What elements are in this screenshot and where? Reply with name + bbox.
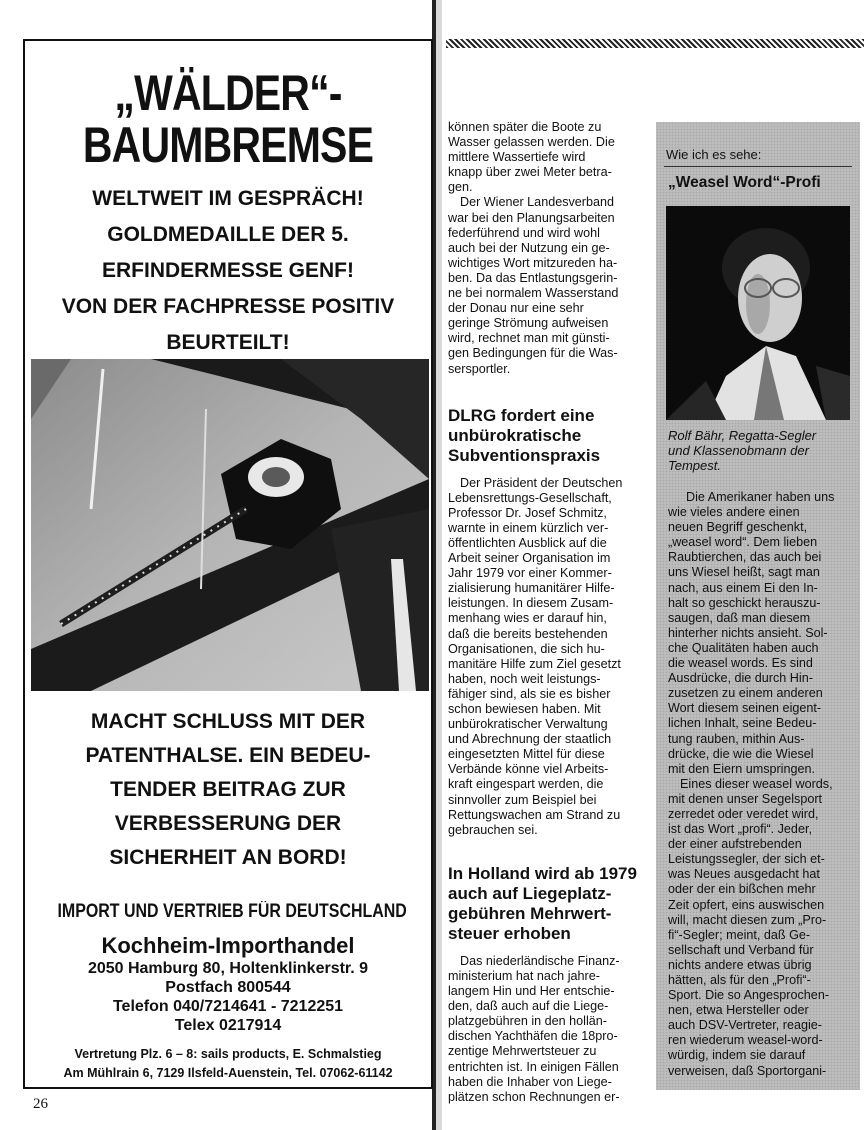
- text-line: hätten, als für den „Profi“-: [668, 973, 811, 987]
- text-line: Professor Dr. Josef Schmitz,: [448, 505, 607, 520]
- text-line: Ausdrücke, die durch Hin-: [668, 671, 813, 686]
- text-line: wird, rechnet man mit günsti-: [448, 331, 610, 346]
- text-line: und Abrechnung der staatlich: [448, 732, 612, 747]
- text-line: geringe Strömung aufweisen: [448, 316, 609, 331]
- heading-line: unbürokratische: [448, 425, 582, 445]
- article-holland-text: [448, 954, 642, 1105]
- text-line: Raubtierchen, das auch bei: [668, 550, 822, 565]
- text-line: fi“-Segler; meint, daß Ge-: [668, 927, 811, 942]
- text-line: Die Amerikaner haben uns: [686, 490, 835, 504]
- ad-claim-line: GOLDMEDAILLE DER 5.: [107, 223, 349, 246]
- text-line: Wasser gelassen werden. Die: [448, 135, 615, 150]
- ad-contact-line: 2050 Hamburg 80, Holtenklinkerstr. 9: [87, 960, 369, 977]
- article-intro: [448, 120, 642, 195]
- text-line: Rettungswachen am Strand zu: [448, 807, 621, 822]
- text-line: wichtiges Wort mitzureden ha-: [448, 255, 618, 270]
- text-line: zerredet oder veredet wird,: [668, 806, 819, 821]
- ad-safety-line: MACHT SCHLUSS MIT DER: [90, 710, 366, 733]
- text-line: zusetzen zu einem anderen: [668, 686, 823, 701]
- text-line: können später die Boote zu: [448, 120, 602, 134]
- sidebar-title: „Weasel Word“-Profi: [668, 174, 821, 191]
- text-line: Lebensrettungs-Gesellschaft,: [448, 490, 612, 505]
- text-line: haben die Inhaber von Liege-: [448, 1074, 612, 1089]
- text-line: würdig, indem sie darauf: [668, 1048, 806, 1063]
- ad-claim-line: VON DER FACHPRESSE POSITIV: [61, 295, 395, 318]
- text-line: der Donau nur eine sehr: [448, 301, 584, 316]
- ad-rep-line: Am Mühlrain 6, 7129 Ilsfeld-Auenstein, Tel. 07062-61142: [63, 1066, 393, 1080]
- text-line: neuen Begriff geschenkt,: [668, 520, 808, 535]
- text-line: war bei den Planungsarbeiten: [448, 210, 615, 225]
- heading-line: DLRG fordert eine: [448, 405, 595, 425]
- ad-contact-line: Telex 0217914: [174, 1017, 282, 1034]
- author-portrait-photo: [666, 206, 850, 420]
- text-line: gen.: [448, 180, 473, 195]
- text-line: verweisen, daß Sportorgani-: [668, 1063, 827, 1078]
- heading-line: gebühren Mehrwert-: [448, 903, 612, 923]
- ad-contact-line: Telefon 040/7214641 - 7212251: [112, 998, 344, 1015]
- ad-claim-line: ERFINDERMESSE GENF!: [101, 259, 355, 282]
- text-line: sellschaft und Verband für: [668, 942, 814, 957]
- text-line: manitäre Hilfe zum Ziel gesetzt: [448, 656, 621, 671]
- text-line: ren wiederum weasel-word-: [668, 1033, 823, 1048]
- sidebar-kicker: Wie ich es sehe:: [666, 147, 762, 162]
- page-gutter-shadow: [436, 0, 442, 1130]
- text-line: gebrauchen sei.: [448, 822, 538, 837]
- text-line: „weasel word“. Dem lieben: [668, 535, 818, 550]
- heading-line: steuer erhoben: [448, 923, 571, 943]
- article-dlrg-text: [448, 476, 642, 838]
- text-line: entrichten ist. In einigen Fällen: [448, 1059, 619, 1074]
- text-line: Sport. Die so Angesprochen-: [668, 988, 830, 1003]
- text-line: tung rauben, mithin Aus-: [668, 731, 805, 746]
- text-line: ist das Wort „profi“. Jeder,: [668, 822, 812, 837]
- text-line: Arbeit seiner Organisation im: [448, 551, 611, 566]
- text-line: Jahr 1979 vor einer Kommer-: [448, 566, 612, 581]
- ad-title: [62, 67, 395, 171]
- heading-line: In Holland wird ab 1979: [448, 863, 637, 883]
- text-line: Leistungssegler, der sich et-: [668, 852, 825, 867]
- text-line: daß die bereits bestehenden: [448, 626, 608, 641]
- text-line: warnte in einem kürzlich ver-: [448, 520, 609, 535]
- text-line: dischen Yachthäfen die 18pro-: [448, 1029, 618, 1044]
- text-line: saugen, daß man diesem: [668, 610, 811, 625]
- text-line: leistungen. In diesem Zusam-: [448, 596, 614, 611]
- sidebar-divider: [664, 166, 852, 167]
- heading-line: Subventionspraxis: [448, 445, 601, 465]
- text-line: knapp über zwei Meter betra-: [448, 165, 612, 180]
- ad-safety-line: SICHERHEIT AN BORD!: [109, 846, 347, 869]
- ad-representative: [25, 1045, 431, 1083]
- text-line: der einer aufstrebenden: [668, 837, 802, 852]
- text-line: uns Wiesel heißt, sagt man: [668, 565, 820, 580]
- photo-caption: [668, 428, 816, 473]
- text-line: lichen Inhalt, seine Bedeu-: [668, 716, 817, 731]
- text-line: menhang wies er darauf hin,: [448, 611, 607, 626]
- text-line: Das niederländische Finanz-: [460, 953, 620, 968]
- text-line: unbürokratischer Verwaltung: [448, 717, 608, 732]
- text-line: ben. Da das Entlastungsgerin-: [448, 270, 618, 285]
- caption-line: Tempest.: [668, 458, 721, 473]
- caption-line: Rolf Bähr, Regatta-Segler: [668, 428, 817, 443]
- commentary-sidebar: [656, 122, 860, 1090]
- text-line: sinnvoller zum Beispiel bei: [448, 792, 597, 807]
- text-line: hinterher nichts ansieht. Sol-: [668, 625, 828, 640]
- text-line: nichts andere etwas übrig: [668, 957, 812, 972]
- text-line: Eines dieser weasel words,: [680, 776, 833, 791]
- text-line: langem Hin und Her entschie-: [448, 984, 615, 999]
- text-line: ministerium hat nach jahre-: [448, 968, 600, 983]
- text-line: zentige Mehrwertsteuer zu: [448, 1044, 597, 1059]
- text-line: wie vieles andere einen: [668, 505, 800, 520]
- text-line: che Qualitäten haben auch: [668, 640, 819, 655]
- ad-contact-line: Postfach 800544: [165, 979, 291, 996]
- text-line: mittlere Wassertiefe wird: [448, 150, 586, 165]
- header-pattern-band: [446, 39, 864, 48]
- ad-title-line: „WÄLDER“-: [114, 65, 342, 121]
- ad-claims: [25, 181, 431, 361]
- text-line: will, macht diesen zum „Pro-: [668, 912, 827, 927]
- text-line: halt so geschickt herauszu-: [668, 595, 821, 610]
- text-line: nach, aus einem Ei den In-: [668, 580, 818, 595]
- ad-product-photo: [31, 359, 429, 691]
- text-line: auch DSV-Vertreter, reagie-: [668, 1018, 823, 1033]
- text-line: drücke, die wie die Wiesel: [668, 746, 814, 761]
- ad-safety-line: VERBESSERUNG DER: [114, 812, 342, 835]
- text-line: Zeit opfert, eins auswischen: [668, 897, 825, 912]
- text-line: haben, noch weit leistungs-: [448, 671, 601, 686]
- article-heading-holland: [448, 864, 642, 944]
- text-line: Der Wiener Landesverband: [460, 195, 615, 210]
- text-line: schon bewiesen haben. Mit: [448, 702, 601, 716]
- text-line: auch bei der Nutzung ein ge-: [448, 240, 610, 255]
- text-line: federführend und wird wohl: [448, 225, 600, 240]
- ad-title-line: BAUMBREMSE: [82, 117, 374, 173]
- article-column: [448, 120, 642, 1105]
- text-line: nen, etwa Hersteller oder: [668, 1003, 809, 1018]
- ad-rep-line: Vertretung Plz. 6 – 8: sails products, E. Schmalstieg: [74, 1047, 382, 1061]
- text-line: mit den Eiern umspringen.: [668, 761, 815, 776]
- text-line: öffentlichten Ausblick auf die: [448, 535, 607, 550]
- sidebar-body-text: [668, 490, 854, 1079]
- heading-line: auch auf Liegeplatz-: [448, 883, 612, 903]
- text-line: kraft eingespart werden, die: [448, 777, 604, 792]
- text-line: mit denen unser Segelsport: [668, 791, 823, 806]
- text-line: Wort diesem seinen eigent-: [668, 701, 822, 716]
- text-line: Der Präsident der Deutschen: [460, 475, 623, 490]
- text-line: was Neues ausgedacht hat: [668, 867, 820, 882]
- text-line: gen Bedingungen für die Was-: [448, 346, 618, 361]
- text-line: fähiger sind, als sie es bisher: [448, 686, 611, 701]
- text-line: sersportler.: [448, 361, 511, 376]
- text-line: Organisationen, die sich hu-: [448, 641, 605, 656]
- article-paragraph: [448, 195, 642, 376]
- text-line: oder der ein bißchen mehr: [668, 882, 816, 897]
- advertisement-box: [23, 39, 433, 1089]
- text-line: die weasel words. Es sind: [668, 656, 813, 671]
- ad-claim-line: BEURTEILT!: [166, 331, 290, 354]
- text-line: den, daß auch auf die Liege-: [448, 999, 609, 1014]
- article-heading-dlrg: [448, 406, 642, 466]
- ad-company-name: Kochheim-Importhandel: [101, 933, 355, 958]
- text-line: platzgebühren in den hollän-: [448, 1014, 607, 1029]
- ad-import-line: IMPORT UND VERTRIEB FÜR DEUTSCHLAND: [57, 901, 407, 922]
- text-line: plätzen schon Rechnungen er-: [448, 1089, 620, 1104]
- caption-line: und Klassenobmann der: [668, 443, 809, 458]
- ad-contact-block: [25, 959, 431, 1035]
- text-line: zialisierung humanitärer Hilfe-: [448, 581, 615, 596]
- ad-safety-line: PATENTHALSE. EIN BEDEU-: [85, 744, 371, 767]
- text-line: ne bei normalem Wasserstand: [448, 286, 619, 301]
- ad-safety-line: TENDER BEITRAG ZUR: [110, 778, 346, 801]
- text-line: Verbände könne viel Arbeits-: [448, 762, 609, 777]
- ad-claim-line: WELTWEIT IM GESPRÄCH!: [92, 187, 364, 210]
- page-number: 26: [33, 1096, 48, 1112]
- ad-safety-text: [25, 705, 431, 875]
- text-line: eingesetzten Mittel für diese: [448, 747, 605, 762]
